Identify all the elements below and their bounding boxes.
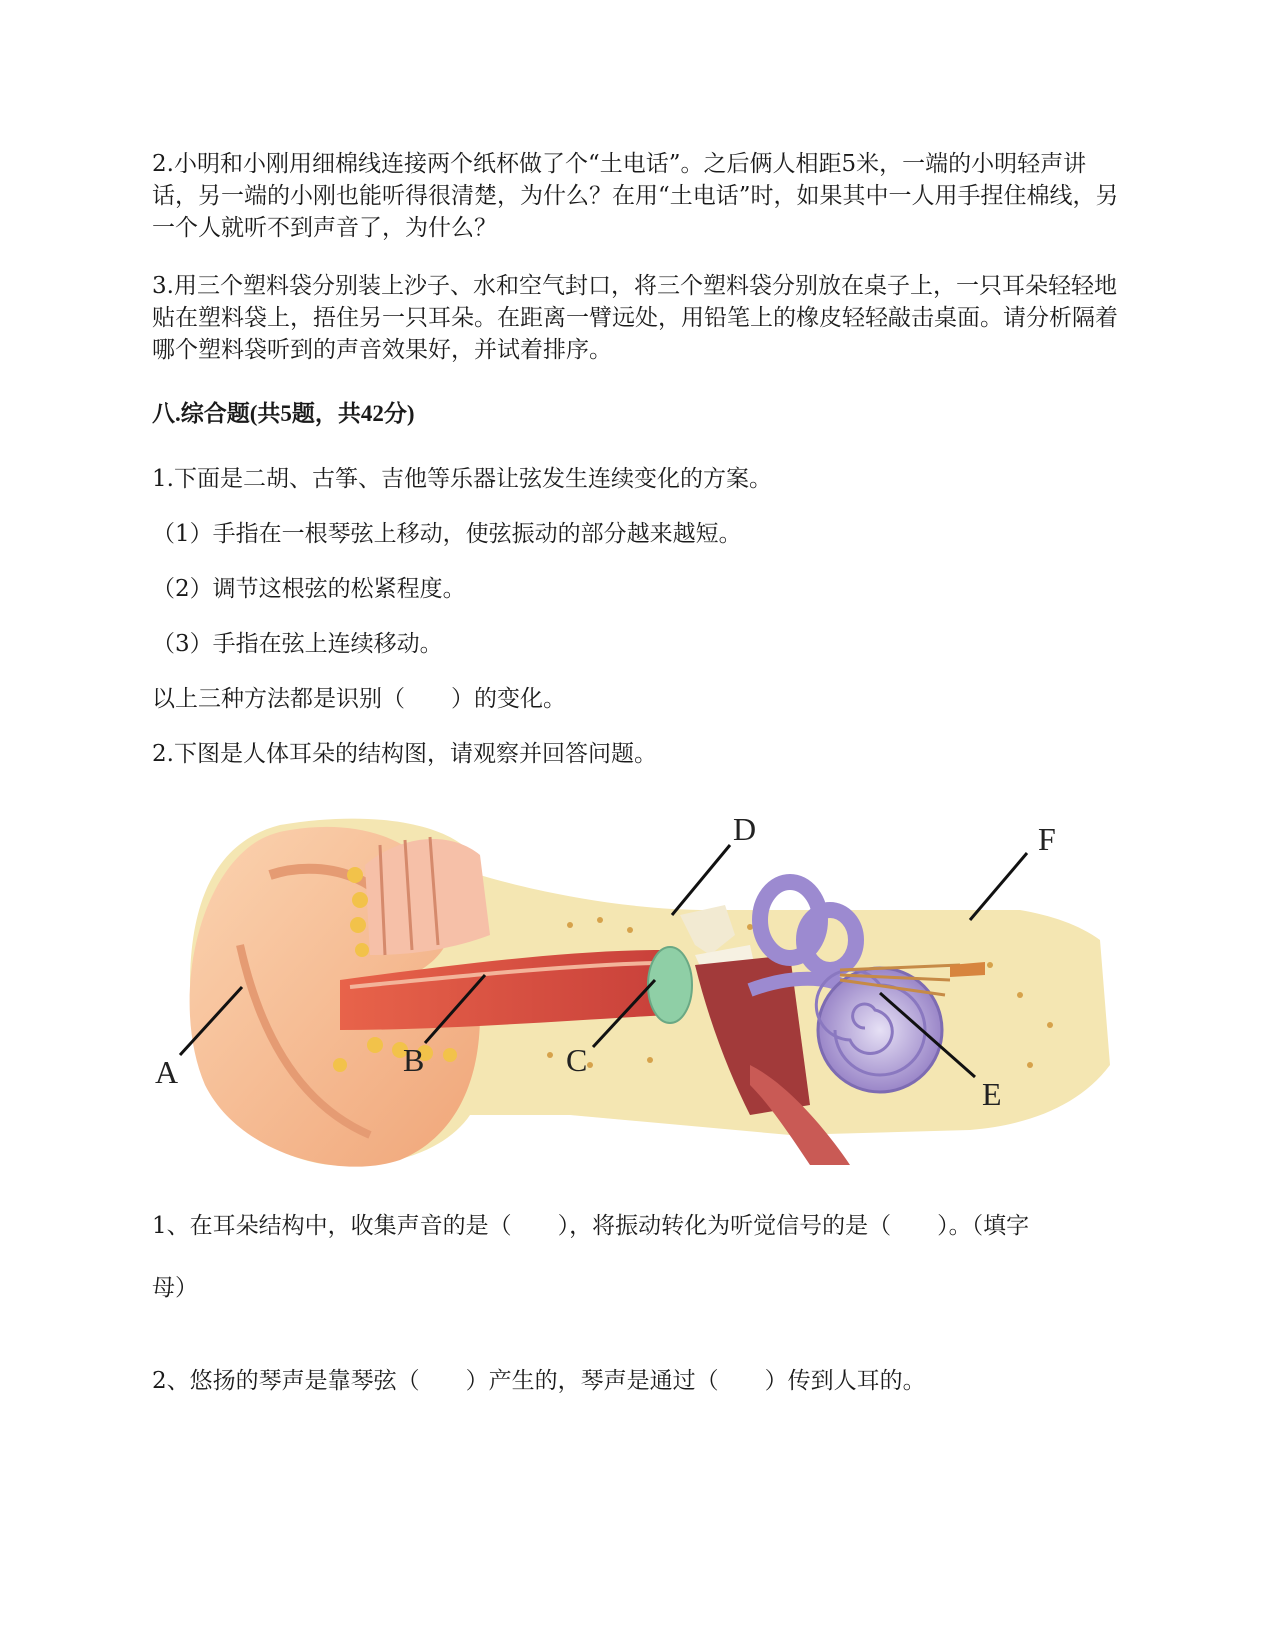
section-8-heading: 八.综合题(共5题，共42分) xyxy=(152,401,415,426)
question-7-3: 3.用三个塑料袋分别装上沙子、水和空气封口，将三个塑料袋分别放在桌子上，一只耳朵轻轻地贴在塑料袋上，捂住另一只耳朵。在距离一臂远处，用铅笔上的橡皮轻轻敲击桌面。请分析隔着哪个塑料袋听到的声音效果好，并试着排序。 xyxy=(152,273,1118,363)
question-8-2-sub-1-line-1: 1、在耳朵结构中，收集声音的是（ ），将振动转化为听觉信号的是（ ）。（填字 xyxy=(152,1213,1030,1239)
question-8-1-option-1: （1）手指在一根琴弦上移动，使弦振动的部分越来越短。 xyxy=(152,521,742,547)
eardrum xyxy=(648,947,692,1023)
label-b: B xyxy=(403,1042,425,1078)
question-8-2-sub-2: 2、悠扬的琴声是靠琴弦（ ）产生的，琴声是通过（ ）传到人耳的。 xyxy=(152,1368,926,1394)
label-d: D xyxy=(733,815,757,847)
question-8-1-option-3: （3）手指在弦上连续移动。 xyxy=(152,631,443,657)
question-8-1-conclusion: 以上三种方法都是识别（ ）的变化。 xyxy=(152,686,566,712)
ear-diagram xyxy=(150,815,1140,1175)
question-7-2: 2.小明和小刚用细棉线连接两个纸杯做了个“土电话”。之后俩人相距5米，一端的小明轻声讲话，另一端的小刚也能听得很清楚，为什么？在用“土电话”时，如果其中一人用手捏住棉线，另一个人就听不到声音了，为什么？ xyxy=(152,151,1119,241)
question-8-1-option-2: （2）调节这根弦的松紧程度。 xyxy=(152,576,466,602)
label-f: F xyxy=(1038,821,1056,857)
label-e: E xyxy=(982,1076,1002,1112)
question-8-2-stem: 2.下图是人体耳朵的结构图，请观察并回答问题。 xyxy=(152,741,657,767)
label-c: C xyxy=(566,1042,588,1078)
question-8-2-sub-1-line-2: 母） xyxy=(152,1275,198,1301)
question-8-1-stem: 1.下面是二胡、古筝、吉他等乐器让弦发生连续变化的方案。 xyxy=(152,466,772,492)
ear-structure-figure xyxy=(150,815,1140,1175)
label-a: A xyxy=(155,1054,179,1090)
